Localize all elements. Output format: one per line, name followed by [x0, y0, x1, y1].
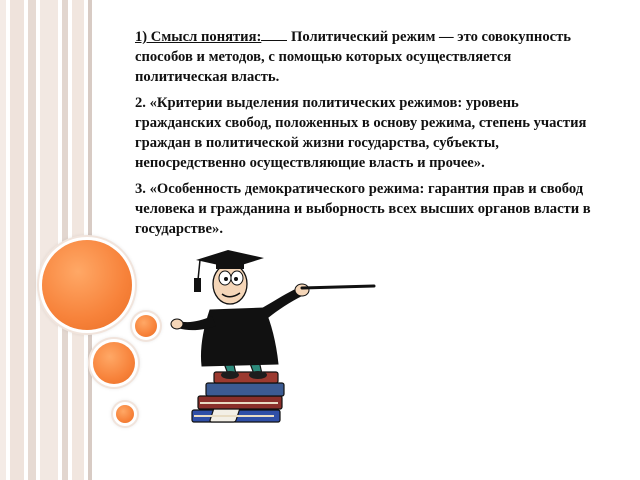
decorative-circle-medium: [93, 342, 135, 384]
item-2-text: «Критерии выделения политических режимов: уровень гражданских свобод, положенных в основу режима, степень участия граждан в политической жизни государства, субъекты, непосредственно осуществляющие власть и прочее».: [135, 95, 587, 171]
decorative-circle-large: [42, 240, 132, 330]
item-1-label: 1) Смысл понятия:: [135, 29, 262, 45]
slide-item-1: [135, 26, 605, 87]
slide-content: [135, 26, 605, 245]
slide-item-2: [135, 93, 605, 173]
decorative-circle-small: [135, 315, 157, 337]
decorative-circle-tiny: [116, 405, 134, 423]
slide-item-3: [135, 179, 605, 239]
item-3-text: «Особенность демократического режима: гарантия прав и свобод человека и гражданина и выборность всех высших органов власти в государстве».: [135, 181, 591, 237]
book-stack-icon: [192, 372, 284, 422]
item-1-blank: [261, 26, 287, 41]
item-2-label: 2.: [135, 95, 146, 111]
professor-with-pointer-on-books-icon: [170, 248, 380, 433]
item-3-label: 3.: [135, 181, 146, 197]
item-1-text: Политический режим — это совокупность способов и методов, с помощью которых осуществляется политическая власть.: [135, 29, 571, 85]
